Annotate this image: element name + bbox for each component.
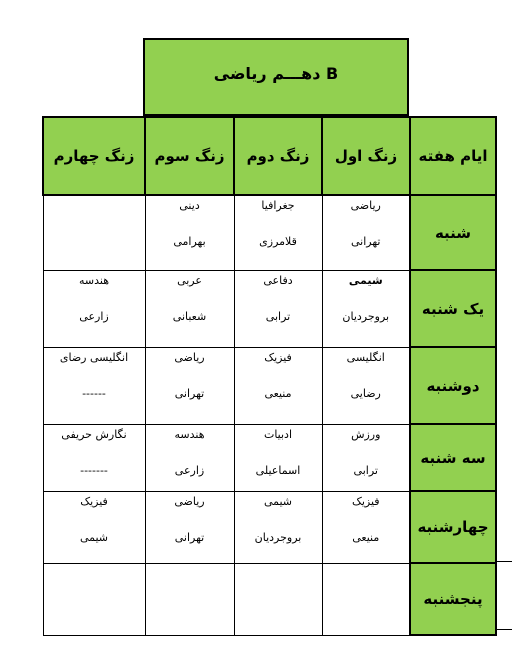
teacher: تهرانی [174, 386, 205, 400]
teacher: منیعی [352, 530, 380, 544]
schedule-cell [43, 270, 145, 347]
divider-line [495, 561, 512, 562]
schedule-cell [234, 270, 322, 347]
schedule-cell [234, 347, 322, 424]
subject: شیمی [348, 273, 383, 287]
period-2-header: زنگ دوم [234, 117, 322, 195]
header-row [43, 117, 496, 195]
teacher: زارعی [79, 309, 109, 323]
schedule-cell [43, 424, 145, 491]
subject: انگلیسی [346, 350, 385, 364]
subject: ادبیات [263, 427, 293, 441]
schedule-cell [234, 563, 322, 635]
period-1-header: زنگ اول [322, 117, 410, 195]
subject: هندسه [78, 273, 109, 287]
schedule-cell [234, 195, 322, 270]
teacher: بهرامی [173, 235, 206, 248]
schedule-cell [322, 563, 410, 635]
schedule-cell [43, 563, 145, 635]
schedule-cell [322, 491, 410, 563]
class-title-box [143, 38, 409, 116]
day-cell: یک شنبه [410, 270, 496, 347]
teacher: قلامرزی [259, 235, 297, 248]
teacher: شیمی [79, 530, 109, 544]
teacher: ------- [80, 463, 108, 477]
schedule-cell [145, 424, 234, 491]
subject: دینی [179, 199, 200, 212]
schedule-cell [322, 270, 410, 347]
day-cell: دوشنبه [410, 347, 496, 424]
day-cell: شنبه [410, 195, 496, 270]
schedule-cell [43, 195, 145, 270]
table-row [43, 491, 496, 563]
teacher: زارعی [174, 463, 205, 477]
teacher: بروجردیان [342, 309, 390, 323]
period-4-header: زنگ چهارم [43, 117, 145, 195]
schedule-cell [145, 195, 234, 270]
teacher: منیعی [264, 386, 292, 400]
schedule-cell [234, 424, 322, 491]
schedule-cell [234, 491, 322, 563]
subject: انگلیسی رضای [59, 350, 129, 364]
schedule-cell [322, 195, 410, 270]
teacher: رضایی [350, 386, 381, 400]
schedule-cell [322, 347, 410, 424]
subject: ورزش [351, 427, 381, 441]
subject: فیزیک [264, 350, 292, 364]
schedule-cell [145, 270, 234, 347]
schedule-cell [145, 491, 234, 563]
divider-line [495, 629, 512, 630]
subject: جغرافیا [261, 199, 295, 212]
days-header: ایام هفته [410, 117, 496, 195]
schedule-cell [322, 424, 410, 491]
subject: عربی [177, 273, 202, 287]
table-row [43, 563, 496, 635]
teacher: بروجردیان [254, 530, 302, 544]
day-cell: سه شنبه [410, 424, 496, 491]
teacher: ترابی [353, 463, 378, 477]
teacher: اسماعیلی [255, 463, 301, 477]
teacher: شعبانی [172, 309, 207, 323]
schedule-cell [145, 563, 234, 635]
table-row [43, 347, 496, 424]
subject: نگارش حریفی [61, 427, 127, 441]
day-cell: چهارشنبه [410, 491, 496, 563]
period-3-header: زنگ سوم [145, 117, 234, 195]
schedule-cell [43, 491, 145, 563]
teacher: تهرانی [351, 235, 381, 248]
weekly-schedule-table [42, 116, 497, 636]
subject: فیزیک [80, 494, 108, 508]
teacher: تهرانی [174, 530, 205, 544]
day-cell: پنجشنبه [410, 563, 496, 635]
table-row [43, 195, 496, 270]
schedule-cell [145, 347, 234, 424]
table-row [43, 424, 496, 491]
subject: هندسه [174, 427, 205, 441]
table-row [43, 270, 496, 347]
subject: ریاضی [350, 199, 381, 212]
subject: شیمی [263, 494, 293, 508]
subject: ریاضی [174, 494, 205, 508]
schedule-cell [43, 347, 145, 424]
subject: دفاعی [263, 273, 293, 287]
class-title: دهـــم ریاضی B [213, 64, 339, 83]
subject: فیزیک [351, 494, 380, 508]
subject: ریاضی [174, 350, 205, 364]
teacher: ترابی [265, 309, 291, 323]
teacher: ------ [82, 386, 106, 400]
